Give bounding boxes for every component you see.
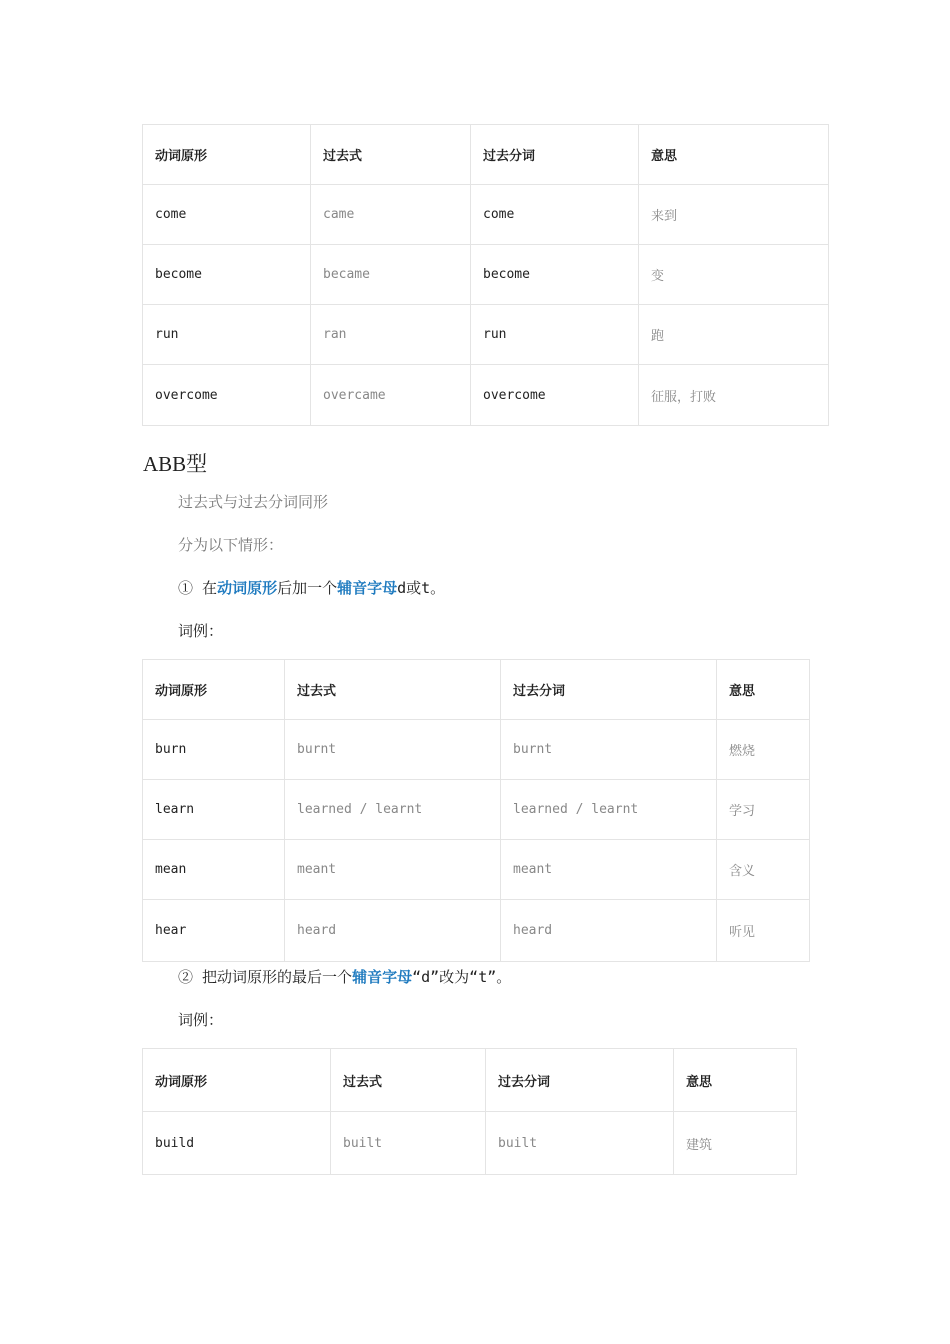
- table-header-row: [143, 125, 829, 185]
- rule-2-text-post: “d”改为“t”。: [412, 968, 512, 986]
- rule-2-number: ②: [178, 968, 194, 986]
- cell-past-tense: learned / learnt: [285, 780, 501, 840]
- rule-1-text-post: d或t。: [397, 579, 446, 597]
- cell-base-form: run: [143, 305, 311, 365]
- section-subtitle: 分为以下情形：: [178, 536, 284, 554]
- cell-past-tense: ran: [311, 305, 471, 365]
- table-row: [143, 1112, 797, 1175]
- cell-meaning: 跑: [639, 305, 829, 365]
- header-past-participle: 过去分词: [486, 1049, 674, 1112]
- rule-2: [178, 966, 511, 987]
- header-past-tense: 过去式: [311, 125, 471, 185]
- cell-base-form: come: [143, 185, 311, 245]
- cell-past-participle: burnt: [501, 720, 717, 780]
- cell-past-participle: built: [486, 1112, 674, 1175]
- cell-meaning: 来到: [639, 185, 829, 245]
- link-consonant[interactable]: 辅音字母: [337, 579, 398, 597]
- cell-past-participle: meant: [501, 840, 717, 900]
- header-base-form: 动词原形: [143, 660, 285, 720]
- link-base-form[interactable]: 动词原形: [217, 579, 278, 597]
- cell-base-form: build: [143, 1112, 331, 1175]
- cell-past-participle: overcome: [471, 365, 639, 426]
- cell-past-tense: heard: [285, 900, 501, 962]
- table-header-row: [143, 660, 810, 720]
- rule-1-text-mid: 后加一个: [277, 579, 338, 597]
- table-header-row: [143, 1049, 797, 1112]
- cell-meaning: 学习: [717, 780, 810, 840]
- cell-past-participle: run: [471, 305, 639, 365]
- cell-past-tense: built: [331, 1112, 486, 1175]
- table-row: [143, 780, 810, 840]
- header-meaning: 意思: [639, 125, 829, 185]
- table-row: [143, 840, 810, 900]
- header-past-tense: 过去式: [331, 1049, 486, 1112]
- cell-base-form: learn: [143, 780, 285, 840]
- header-past-participle: 过去分词: [471, 125, 639, 185]
- cell-past-tense: became: [311, 245, 471, 305]
- cell-meaning: 建筑: [674, 1112, 797, 1175]
- table-row: [143, 305, 829, 365]
- table-row: [143, 245, 829, 305]
- table-row: [143, 720, 810, 780]
- verb-table-2: [142, 659, 810, 962]
- cell-meaning: 听见: [717, 900, 810, 962]
- rule-1: [178, 577, 445, 598]
- section-description: 过去式与过去分词同形: [178, 493, 329, 511]
- header-base-form: 动词原形: [143, 1049, 331, 1112]
- cell-meaning: 变: [639, 245, 829, 305]
- verb-table-1: [142, 124, 829, 426]
- cell-meaning: 燃烧: [717, 720, 810, 780]
- header-past-participle: 过去分词: [501, 660, 717, 720]
- cell-base-form: mean: [143, 840, 285, 900]
- cell-base-form: overcome: [143, 365, 311, 426]
- cell-past-tense: came: [311, 185, 471, 245]
- rule-1-text-pre: 在: [202, 579, 218, 597]
- cell-past-participle: heard: [501, 900, 717, 962]
- table-row: [143, 185, 829, 245]
- example-label-2: 词例：: [178, 1011, 224, 1029]
- cell-meaning: 含义: [717, 840, 810, 900]
- header-meaning: 意思: [674, 1049, 797, 1112]
- cell-past-tense: meant: [285, 840, 501, 900]
- header-past-tense: 过去式: [285, 660, 501, 720]
- cell-past-tense: burnt: [285, 720, 501, 780]
- cell-base-form: hear: [143, 900, 285, 962]
- verb-table-3: [142, 1048, 797, 1175]
- cell-past-tense: overcame: [311, 365, 471, 426]
- example-label-1: 词例：: [178, 622, 224, 640]
- table-row: [143, 365, 829, 426]
- cell-base-form: burn: [143, 720, 285, 780]
- header-base-form: 动词原形: [143, 125, 311, 185]
- cell-past-participle: become: [471, 245, 639, 305]
- rule-1-number: ①: [178, 579, 194, 597]
- cell-past-participle: come: [471, 185, 639, 245]
- cell-base-form: become: [143, 245, 311, 305]
- cell-meaning: 征服，打败: [639, 365, 829, 426]
- section-title: ABB型: [143, 452, 208, 476]
- header-meaning: 意思: [717, 660, 810, 720]
- table-row: [143, 900, 810, 962]
- rule-2-text-pre: 把动词原形的最后一个: [202, 968, 353, 986]
- link-consonant-2[interactable]: 辅音字母: [352, 968, 413, 986]
- cell-past-participle: learned / learnt: [501, 780, 717, 840]
